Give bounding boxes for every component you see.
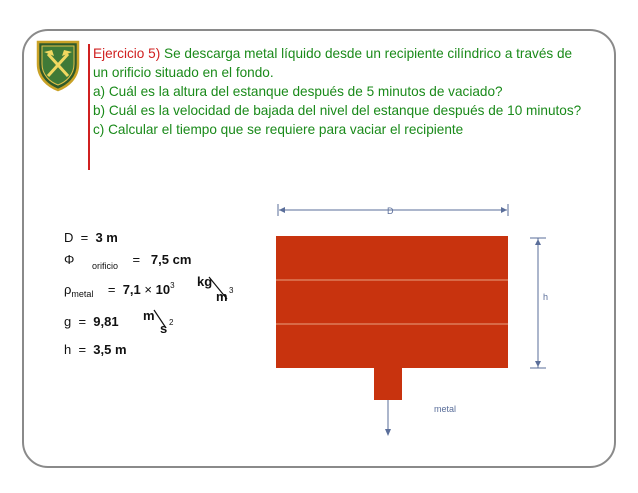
g-unit-exponent: 2 (169, 318, 174, 327)
question-c: c) Calcular el tiempo que se requiere para vaciar el recipiente (93, 122, 464, 137)
given-rho (64, 282, 175, 297)
flow-arrow-head (385, 429, 391, 436)
symbol-D: D (64, 230, 74, 245)
equals: = (132, 252, 141, 267)
symbol-phi: Φ (64, 252, 75, 267)
given-D (64, 230, 118, 245)
given-h (64, 342, 127, 357)
equals: = (78, 314, 87, 329)
h-arrow-top (535, 239, 541, 245)
value-rho: 7,1 (122, 282, 141, 297)
given-phi (64, 252, 192, 271)
power-base: 10 (155, 282, 171, 297)
sub-metal: metal (71, 289, 94, 299)
symbol-g: g (64, 314, 72, 329)
exercise-intro-text: Se descarga metal líquido desde un recipiente cilíndrico a través de un orificio situado en el fondo. (93, 46, 573, 80)
equals: = (107, 282, 116, 297)
sub-orificio: orificio (92, 261, 119, 271)
symbol-rho: ρ (64, 282, 72, 297)
value-D: 3 m (95, 230, 118, 245)
g-unit-numerator: m (143, 308, 155, 323)
equals: = (80, 230, 89, 245)
tank-body (276, 236, 508, 368)
d-arrow-right (501, 207, 507, 213)
rho-unit-exponent: 3 (229, 286, 234, 295)
equals: = (78, 342, 87, 357)
rho-unit-denominator: m (216, 289, 228, 304)
question-a: a) Cuál es la altura del estanque después de 5 minutos de vaciado? (93, 84, 503, 99)
h-arrow-bottom (535, 361, 541, 367)
g-unit-denominator: s (160, 321, 168, 336)
d-label: D (387, 206, 394, 216)
problem-statement (93, 44, 583, 139)
tank-diagram (270, 200, 560, 440)
value-g: 9,81 (93, 314, 119, 329)
value-h: 3,5 m (93, 342, 127, 357)
accent-bar (88, 44, 90, 170)
times-sign: × (144, 282, 152, 297)
symbol-h: h (64, 342, 72, 357)
orifice-outlet (374, 368, 402, 400)
value-phi: 7,5 cm (150, 252, 192, 267)
d-arrow-left (279, 207, 285, 213)
exercise-label: Ejercicio 5) (93, 46, 161, 61)
given-g (64, 314, 119, 329)
power-exponent: 3 (170, 281, 175, 290)
question-b: b) Cuál es la velocidad de bajada del nivel del estanque después de 10 minutos? (93, 103, 582, 118)
h-label: h (543, 292, 549, 302)
university-crest-logo (30, 36, 86, 92)
metal-label: metal (434, 404, 457, 414)
rho-unit-numerator: kg (197, 274, 213, 289)
exercise-intro (93, 44, 583, 82)
